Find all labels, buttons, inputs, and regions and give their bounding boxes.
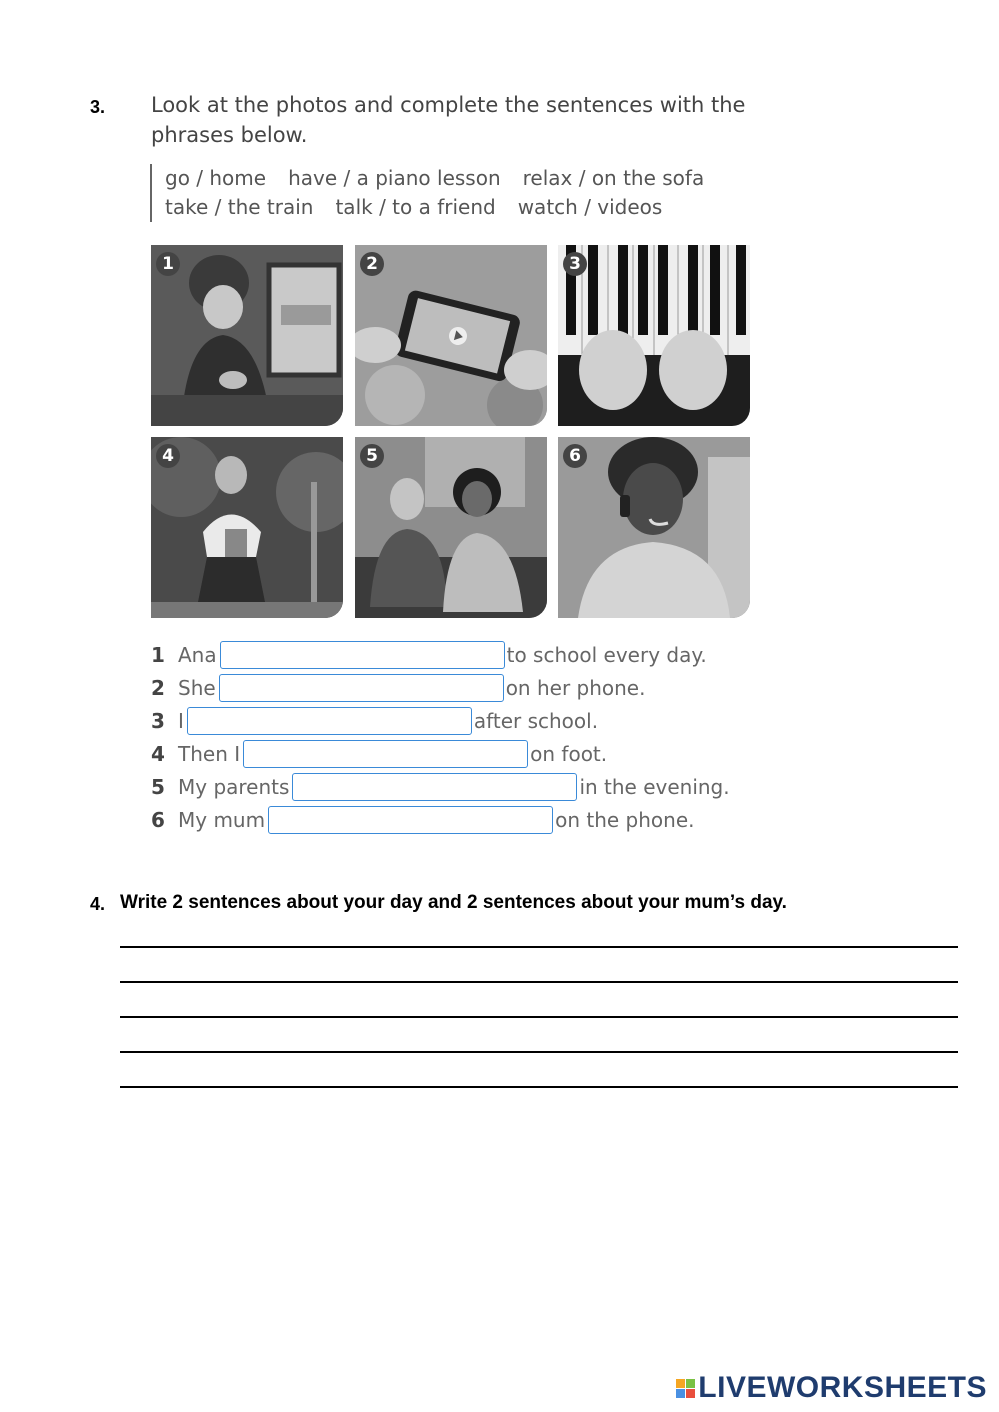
couple-on-sofa-photo (355, 437, 547, 618)
writing-line[interactable] (120, 1016, 958, 1018)
photo-1 (151, 245, 343, 426)
sentence-start: I (178, 708, 184, 733)
sentence-number: 2 (151, 675, 165, 700)
phrase-item: relax / on the sofa (522, 166, 705, 190)
answer-field[interactable] (268, 806, 553, 834)
phrase-item: take / the train (165, 195, 314, 219)
sentence-start: My mum (178, 807, 266, 832)
sentence-end: on foot. (530, 741, 608, 766)
phrase-item: talk / to a friend (335, 195, 496, 219)
photo-4 (151, 437, 343, 618)
sentence-start: She (178, 675, 216, 700)
exercise-4-number: 4. (90, 894, 106, 914)
sentence-number: 4 (151, 741, 165, 766)
phrase-item: go / home (165, 166, 267, 190)
logo-blocks-icon (676, 1379, 695, 1398)
liveworksheets-logo (676, 1371, 987, 1405)
writing-line[interactable] (120, 946, 958, 948)
sentence-number: 3 (151, 708, 165, 733)
sentence-row (151, 770, 730, 803)
sentence-number: 6 (151, 807, 165, 832)
phone-video-photo (355, 245, 547, 426)
girl-walking-photo (151, 437, 343, 618)
photo-2 (355, 245, 547, 426)
photo-number-badge: 5 (360, 444, 384, 468)
photo-6 (558, 437, 750, 618)
writing-line[interactable] (120, 1086, 958, 1088)
exercise-3-instruction: Look at the photos and complete the sentences with the phrases below. (151, 93, 746, 147)
phrase-box (150, 164, 726, 222)
logo-text: LIVEWORKSHEETS (698, 1371, 987, 1404)
sentence-start: My parents (178, 774, 290, 799)
sentence-number: 1 (151, 642, 165, 667)
answer-field[interactable] (187, 707, 472, 735)
answer-field[interactable] (292, 773, 577, 801)
sentence-start: Then I (178, 741, 241, 766)
sentence-row (151, 671, 645, 704)
answer-field[interactable] (243, 740, 528, 768)
photo-3 (558, 245, 750, 426)
sentence-end: in the evening. (579, 774, 730, 799)
phrase-item: watch / videos (517, 195, 663, 219)
photo-number-badge: 1 (156, 252, 180, 276)
woman-on-phone-photo (558, 437, 750, 618)
photo-number-badge: 4 (156, 444, 180, 468)
piano-keys-photo (558, 245, 750, 426)
girl-on-train-photo (151, 245, 343, 426)
exercise-3-number: 3. (90, 97, 106, 117)
sentence-start: Ana (178, 642, 217, 667)
writing-line[interactable] (120, 981, 958, 983)
sentence-row (151, 638, 707, 671)
photo-number-badge: 2 (360, 252, 384, 276)
answer-field[interactable] (220, 641, 505, 669)
writing-line[interactable] (120, 1051, 958, 1053)
answer-field[interactable] (219, 674, 504, 702)
sentence-end: to school every day. (506, 642, 707, 667)
phrase-item: have / a piano lesson (288, 166, 501, 190)
sentence-row (151, 803, 695, 836)
sentence-number: 5 (151, 774, 165, 799)
sentence-end: on the phone. (555, 807, 695, 832)
sentence-end: after school. (473, 708, 599, 733)
photo-number-badge: 6 (563, 444, 587, 468)
photo-5 (355, 437, 547, 618)
exercise-4-instruction: Write 2 sentences about your day and 2 sentences about your mum’s day. (120, 892, 787, 913)
sentence-row (151, 704, 598, 737)
sentence-end: on her phone. (505, 675, 646, 700)
photo-number-badge: 3 (563, 252, 587, 276)
sentence-row (151, 737, 607, 770)
